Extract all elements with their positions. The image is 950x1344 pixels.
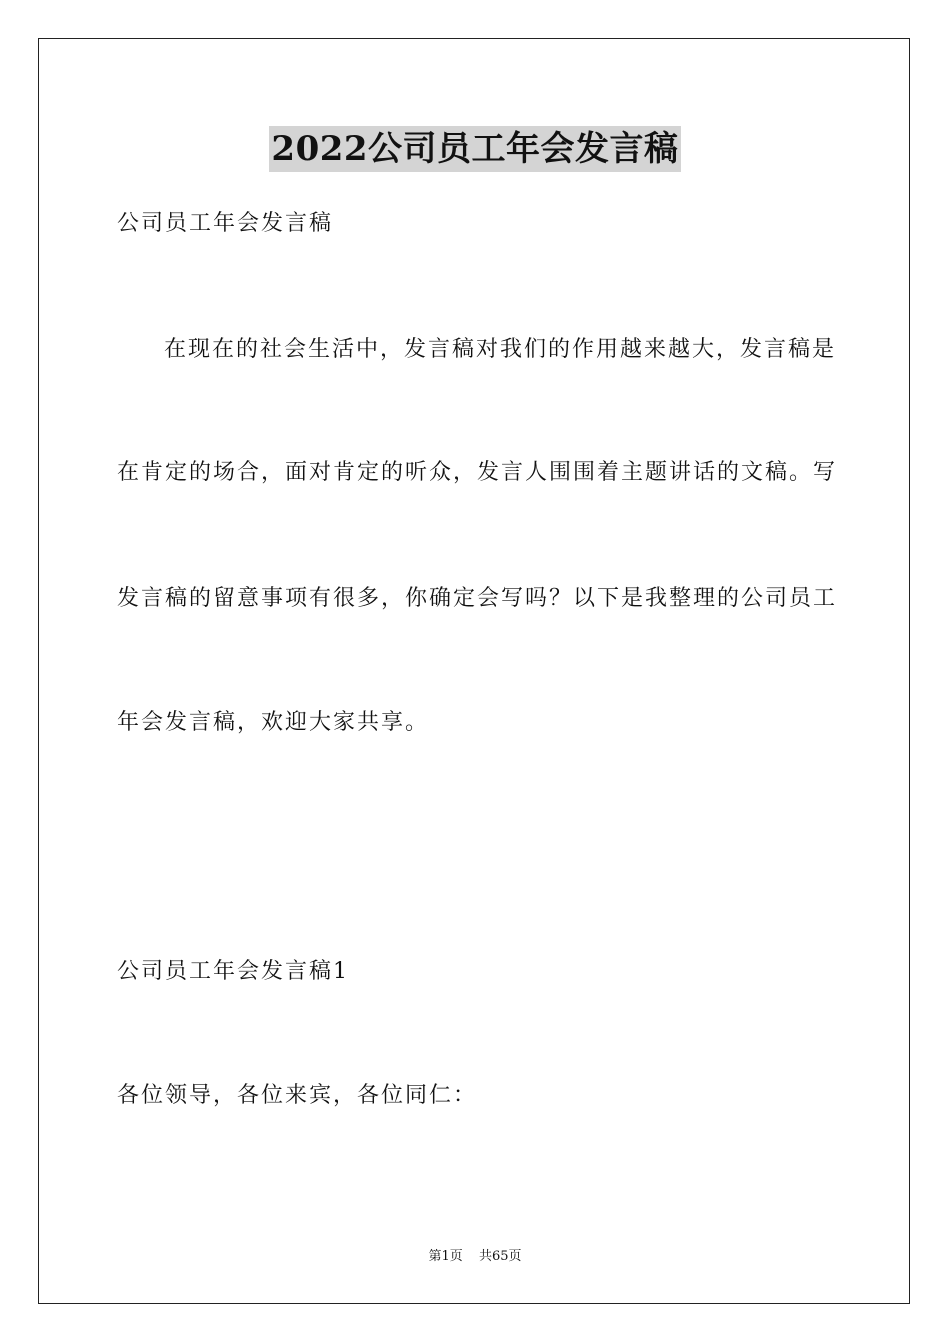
document-title: 2022公司员工年会发言稿	[269, 126, 680, 172]
document-subtitle: 公司员工年会发言稿	[117, 211, 334, 236]
salutation: 各位领导，各位来宾，各位同仁：	[117, 1083, 478, 1108]
paragraph-line-1: 在现在的社会生活中，发言稿对我们的作用越来越大，发言稿是	[164, 337, 837, 362]
page-total: 共65页	[478, 1249, 522, 1264]
section-heading: 公司员工年会发言稿1	[117, 959, 349, 984]
paragraph-line-4: 年会发言稿，欢迎大家共享。	[117, 710, 430, 735]
page-number: 第1页	[428, 1249, 463, 1264]
paragraph-line-3: 发言稿的留意事项有很多，你确定会写吗？以下是我整理的公司员工	[117, 586, 838, 611]
page-footer	[0, 1248, 950, 1266]
title-container	[0, 126, 950, 172]
paragraph-line-2: 在肯定的场合，面对肯定的听众，发言人围围着主题讲话的文稿。写	[117, 460, 838, 485]
